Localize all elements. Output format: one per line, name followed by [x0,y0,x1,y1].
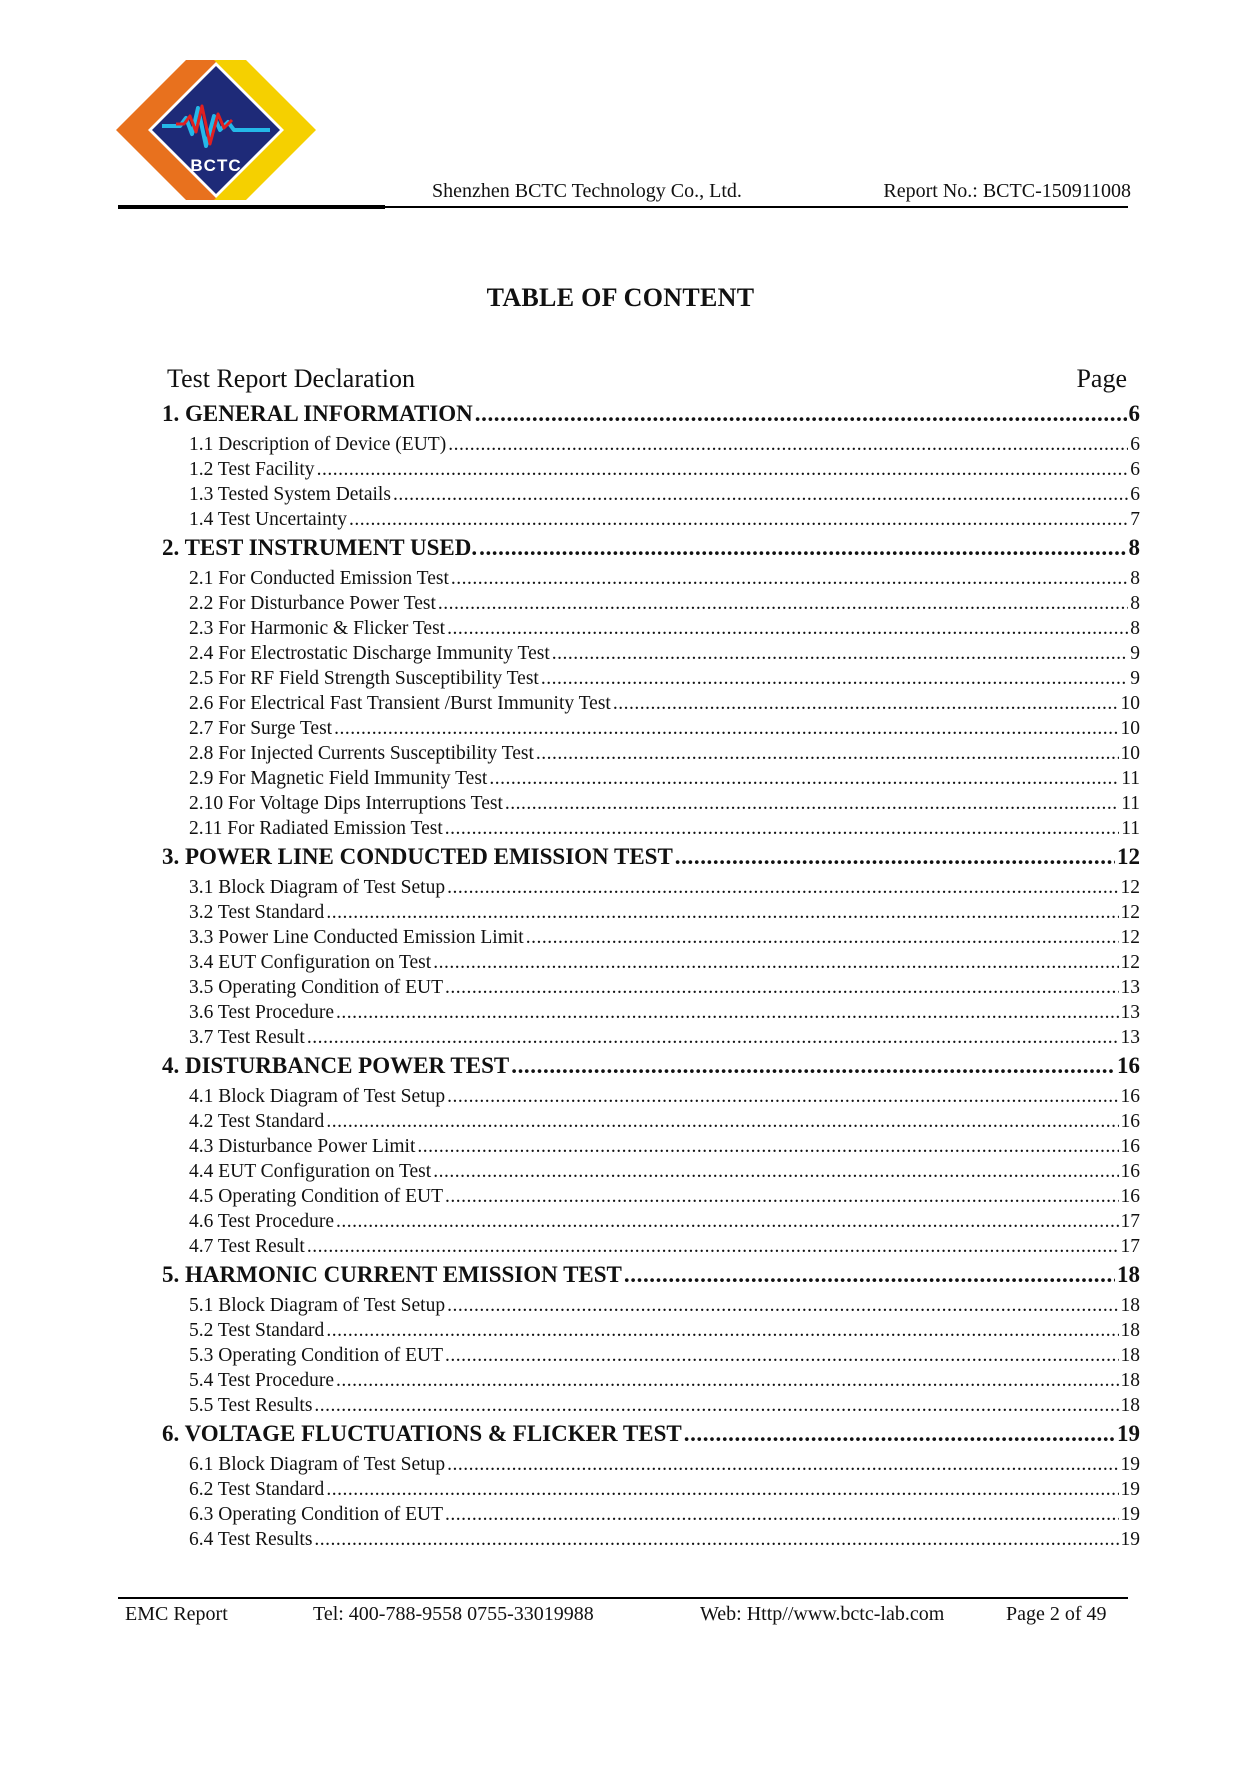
toc-entry-label: 6.2 Test Standard [189,1479,325,1500]
company-name: Shenzhen BCTC Technology Co., Ltd. [432,180,742,202]
toc-entry-page: 12 [1120,877,1140,898]
toc-entry-label: 5.3 Operating Condition of EUT [189,1345,444,1366]
toc-entry[interactable] [162,1345,1140,1370]
toc-entry-label: 4.1 Block Diagram of Test Setup [189,1086,446,1107]
toc-entry-label: 3.5 Operating Condition of EUT [189,977,444,998]
toc-entry-page: 19 [1120,1479,1140,1500]
toc-entry-label: 4.3 Disturbance Power Limit [189,1136,416,1157]
toc-entry-label: 5.2 Test Standard [189,1320,325,1341]
toc-entry-label: 2.3 For Harmonic & Flicker Test [189,618,446,639]
toc-section-label: 2. TEST INSTRUMENT USED. [162,535,478,560]
toc-entry[interactable] [162,509,1140,534]
dot-leader [489,768,1119,790]
report-number: Report No.: BCTC-150911008 [883,180,1131,202]
toc-entry-page: 9 [1130,668,1140,689]
toc-entry-label: 2.5 For RF Field Strength Susceptibility Test [189,668,539,689]
toc-entry[interactable] [162,927,1140,952]
toc-entry-label: 3.4 EUT Configuration on Test [189,952,432,973]
dot-leader [447,1295,1118,1317]
toc-entry[interactable] [162,1295,1140,1320]
toc-entry[interactable] [162,568,1140,593]
toc-entry[interactable] [162,952,1140,977]
dot-leader [447,618,1128,640]
dot-leader [433,1161,1118,1183]
toc-entry[interactable] [162,1161,1140,1186]
toc-entry[interactable] [162,1236,1140,1261]
toc-section[interactable] [162,1262,1140,1295]
toc-entry-page: 13 [1120,1002,1140,1023]
toc-entry[interactable] [162,1504,1140,1529]
toc-entry-page: 13 [1120,1027,1140,1048]
dot-leader [445,818,1119,840]
toc-entry[interactable] [162,643,1140,668]
dot-leader [511,1053,1115,1079]
toc-entry[interactable] [162,1086,1140,1111]
toc-entry[interactable] [162,459,1140,484]
toc-entry-label: 2.11 For Radiated Emission Test [189,818,443,839]
toc-entry-page: 16 [1120,1111,1140,1132]
toc-entry-page: 8 [1130,618,1140,639]
logo-text: BCTC [190,156,242,175]
toc-section-label: 5. HARMONIC CURRENT EMISSION TEST [162,1262,622,1287]
toc-section-page: 19 [1117,1421,1140,1446]
toc-entry-page: 11 [1121,818,1140,839]
dot-leader [393,484,1128,506]
toc-entry-page: 8 [1130,593,1140,614]
toc-entry-label: 4.4 EUT Configuration on Test [189,1161,432,1182]
toc-entry-page: 6 [1130,459,1140,480]
footer-report-type: EMC Report [125,1603,228,1625]
toc-entry-page: 18 [1120,1345,1140,1366]
dot-leader [451,568,1128,590]
toc-entry-page: 18 [1120,1320,1140,1341]
toc-section-label: 3. POWER LINE CONDUCTED EMISSION TEST [162,844,673,869]
footer-rule [118,1597,1128,1599]
toc-entry-page: 16 [1120,1186,1140,1207]
toc-entry-label: 6.3 Operating Condition of EUT [189,1504,444,1525]
toc-entry-label: 4.5 Operating Condition of EUT [189,1186,444,1207]
toc-entry[interactable] [162,902,1140,927]
toc-entry[interactable] [162,1320,1140,1345]
dot-leader [536,743,1119,765]
bctc-logo [116,60,316,200]
toc-entry-label: 5.5 Test Results [189,1395,313,1416]
toc-entry-label: 1.3 Tested System Details [189,484,391,505]
toc-entry-label: 1.1 Description of Device (EUT) [189,434,447,455]
toc-entry-page: 18 [1120,1395,1140,1416]
toc-entry-page: 19 [1120,1504,1140,1525]
toc-entry-label: 1.2 Test Facility [189,459,315,480]
dot-leader [326,1320,1118,1342]
dot-leader [684,1421,1115,1447]
dot-leader [475,401,1127,427]
dot-leader [307,1027,1119,1049]
toc-entry-label: 2.8 For Injected Currents Susceptibility Test [189,743,534,764]
toc-entry-page: 10 [1120,718,1140,739]
toc-entry[interactable] [162,1111,1140,1136]
toc-section-label: 4. DISTURBANCE POWER TEST [162,1053,510,1078]
footer-phone: Tel: 400-788-9558 0755-33019988 [313,1603,594,1625]
toc-entry[interactable] [162,1186,1140,1211]
toc-entry-page: 6 [1130,484,1140,505]
dot-leader [438,593,1128,615]
dot-leader [336,1002,1118,1024]
toc-entry-label: 2.10 For Voltage Dips Interruptions Test [189,793,503,814]
toc-entry-page: 19 [1120,1454,1140,1475]
toc-entry[interactable] [162,434,1140,459]
toc-entry-label: 1.4 Test Uncertainty [189,509,348,530]
toc-section-page: 12 [1117,844,1140,869]
toc-entry-label: 4.2 Test Standard [189,1111,325,1132]
toc-entry-page: 12 [1120,927,1140,948]
dot-leader [448,434,1128,456]
toc-entry-label: 2.4 For Electrostatic Discharge Immunity Test [189,643,550,664]
dot-leader [447,1454,1118,1476]
toc-entry[interactable] [162,1027,1140,1052]
dot-leader [349,509,1128,531]
toc-entry-page: 18 [1120,1295,1140,1316]
table-of-contents [162,400,1140,1554]
dot-leader [317,459,1129,481]
toc-section[interactable] [162,1421,1140,1454]
footer-page-number: Page 2 of 49 [1006,1603,1107,1625]
dot-leader [336,1211,1118,1233]
dot-leader [334,718,1118,740]
toc-entry[interactable] [162,768,1140,793]
toc-entry[interactable] [162,668,1140,693]
toc-entry[interactable] [162,977,1140,1002]
toc-entry-label: 2.1 For Conducted Emission Test [189,568,449,589]
toc-entry-page: 17 [1120,1236,1140,1257]
toc-section-label: 1. GENERAL INFORMATION [162,401,473,426]
toc-entry-page: 7 [1130,509,1140,530]
toc-entry-page: 17 [1120,1211,1140,1232]
toc-entry[interactable] [162,1136,1140,1161]
toc-entry[interactable] [162,718,1140,743]
toc-entry[interactable] [162,1454,1140,1479]
dot-leader [433,952,1118,974]
dot-leader [505,793,1119,815]
toc-entry[interactable] [162,1370,1140,1395]
toc-entry[interactable] [162,1529,1140,1554]
toc-entry-label: 6.1 Block Diagram of Test Setup [189,1454,446,1475]
toc-section-label: 6. VOLTAGE FLUCTUATIONS & FLICKER TEST [162,1421,682,1446]
declaration-label: Test Report Declaration [167,364,415,393]
toc-entry[interactable] [162,693,1140,718]
toc-entry-label: 3.6 Test Procedure [189,1002,335,1023]
toc-entry-label: 2.7 For Surge Test [189,718,333,739]
toc-entry-page: 16 [1120,1136,1140,1157]
dot-leader [479,535,1126,561]
toc-entry-page: 12 [1120,952,1140,973]
toc-entry-label: 4.7 Test Result [189,1236,305,1257]
footer-website: Web: Http//www.bctc-lab.com [700,1603,945,1625]
toc-entry-label: 2.6 For Electrical Fast Transient /Burst Immunity Test [189,693,611,714]
toc-entry-page: 16 [1120,1086,1140,1107]
toc-section-page: 8 [1128,535,1140,560]
toc-entry-label: 3.7 Test Result [189,1027,305,1048]
toc-entry-page: 10 [1120,693,1140,714]
dot-leader [541,668,1128,690]
dot-leader [447,1086,1118,1108]
toc-entry-page: 9 [1130,643,1140,664]
toc-section[interactable] [162,535,1140,568]
toc-entry-page: 11 [1121,768,1140,789]
toc-entry-label: 3.2 Test Standard [189,902,325,923]
toc-entry-page: 11 [1121,793,1140,814]
dot-leader [445,1186,1118,1208]
toc-entry-page: 19 [1120,1529,1140,1550]
toc-entry-label: 4.6 Test Procedure [189,1211,335,1232]
dot-leader [624,1262,1115,1288]
toc-entry-label: 6.4 Test Results [189,1529,313,1550]
dot-leader [526,927,1119,949]
toc-entry-label: 5.4 Test Procedure [189,1370,335,1391]
header-rule-thick [118,205,385,209]
header-rule [385,206,1128,208]
toc-entry-label: 2.2 For Disturbance Power Test [189,593,436,614]
toc-section[interactable] [162,401,1140,434]
toc-entry[interactable] [162,818,1140,843]
dot-leader [417,1136,1118,1158]
toc-entry-label: 3.1 Block Diagram of Test Setup [189,877,446,898]
dot-leader [445,1504,1118,1526]
toc-entry-label: 5.1 Block Diagram of Test Setup [189,1295,446,1316]
dot-leader [307,1236,1119,1258]
toc-entry[interactable] [162,1479,1140,1504]
toc-entry[interactable] [162,618,1140,643]
dot-leader [314,1395,1118,1417]
toc-section[interactable] [162,1053,1140,1086]
toc-section[interactable] [162,844,1140,877]
dot-leader [314,1529,1118,1551]
toc-entry-page: 10 [1120,743,1140,764]
toc-entry[interactable] [162,793,1140,818]
dot-leader [447,877,1118,899]
page-column-label: Page [1076,364,1127,393]
toc-section-page: 16 [1117,1053,1140,1078]
toc-entry[interactable] [162,1002,1140,1027]
toc-section-page: 18 [1117,1262,1140,1287]
dot-leader [326,902,1118,924]
toc-entry[interactable] [162,484,1140,509]
toc-entry-label: 3.3 Power Line Conducted Emission Limit [189,927,524,948]
toc-entry[interactable] [162,593,1140,618]
toc-entry-label: 2.9 For Magnetic Field Immunity Test [189,768,488,789]
toc-entry[interactable] [162,743,1140,768]
dot-leader [613,693,1119,715]
toc-entry[interactable] [162,1211,1140,1236]
dot-leader [552,643,1128,665]
toc-entry-page: 18 [1120,1370,1140,1391]
dot-leader [336,1370,1118,1392]
page-title: TABLE OF CONTENT [486,283,755,312]
toc-entry[interactable] [162,877,1140,902]
dot-leader [675,844,1115,870]
toc-section-page: 6 [1128,401,1140,426]
toc-entry-page: 13 [1120,977,1140,998]
dot-leader [326,1479,1118,1501]
dot-leader [445,977,1118,999]
toc-entry-page: 16 [1120,1161,1140,1182]
toc-entry-page: 8 [1130,568,1140,589]
dot-leader [445,1345,1118,1367]
toc-entry-page: 12 [1120,902,1140,923]
toc-entry[interactable] [162,1395,1140,1420]
toc-entry-page: 6 [1130,434,1140,455]
dot-leader [326,1111,1118,1133]
